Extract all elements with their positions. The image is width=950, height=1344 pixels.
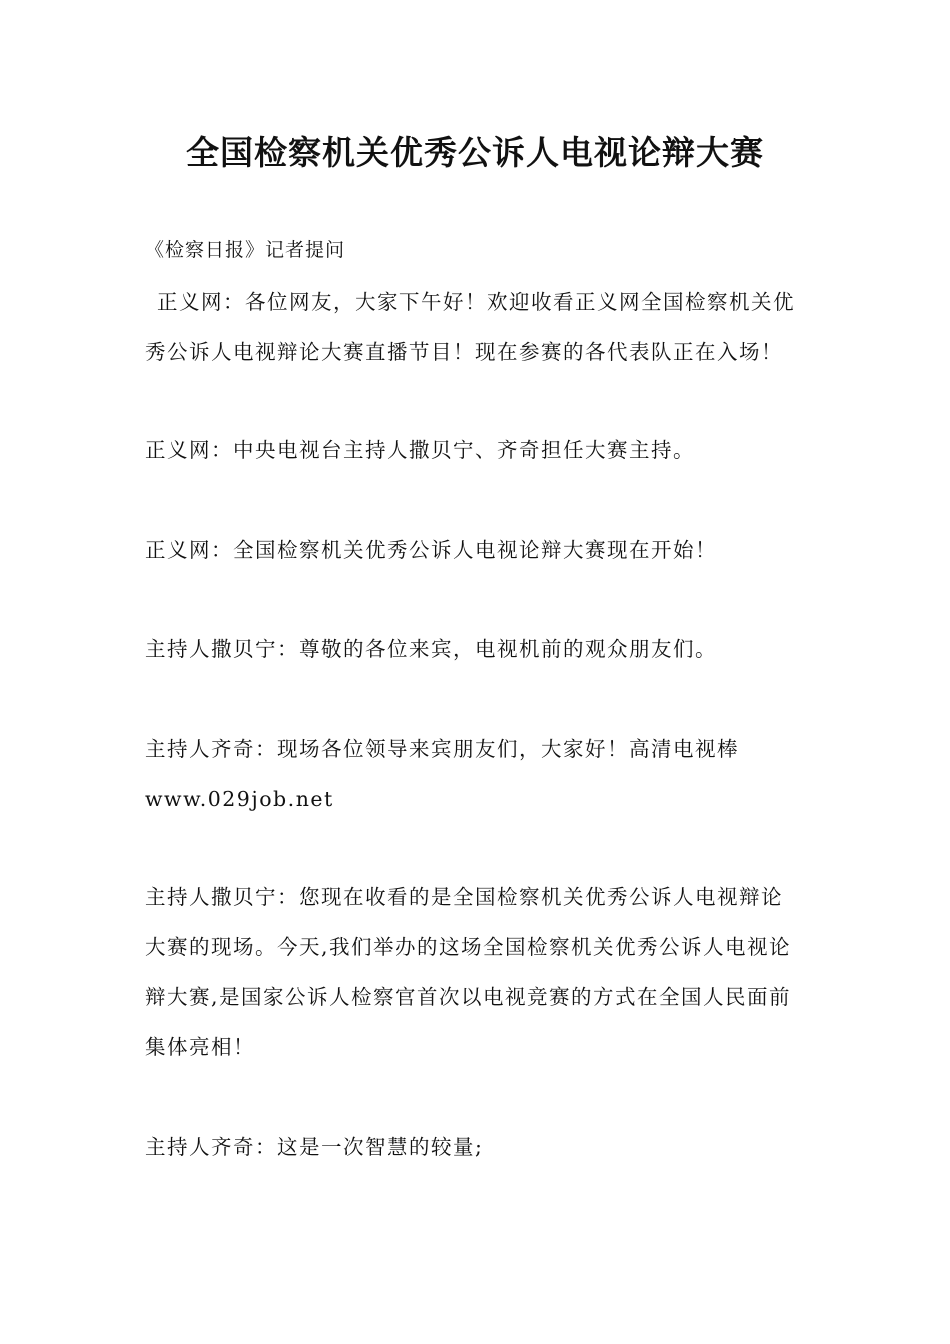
paragraph-line: 主持人齐奇：这是一次智慧的较量;: [145, 1135, 484, 1159]
paragraph: [145, 277, 807, 377]
paragraph: [145, 1122, 807, 1172]
paragraph-line: 正义网：各位网友，大家下午好！欢迎收看正义网全国检察机关优: [157, 290, 795, 314]
paragraph-line: 大赛的现场。今天,我们举办的这场全国检察机关优秀公诉人电视论: [145, 935, 792, 959]
paragraph-line: 秀公诉人电视辩论大赛直播节目！现在参赛的各代表队正在入场！: [145, 340, 783, 364]
paragraph-line: 主持人齐奇：现场各位领导来宾朋友们，大家好！高清电视棒: [145, 737, 739, 761]
paragraph-line: 主持人撒贝宁：尊敬的各位来宾，电视机前的观众朋友们。: [145, 637, 717, 661]
paragraph-line: 集体亮相！: [145, 1035, 255, 1059]
paragraph-line: 主持人撒贝宁：您现在收看的是全国检察机关优秀公诉人电视辩论: [145, 885, 783, 909]
paragraph: [145, 724, 807, 824]
paragraph: [145, 425, 807, 475]
document-subtitle: 《检察日报》记者提问: [145, 239, 346, 261]
paragraph-line: 辩大赛,是国家公诉人检察官首次以电视竞赛的方式在全国人民面前: [145, 985, 792, 1009]
paragraph: [145, 525, 807, 575]
paragraph-line-url: www.029job.net: [145, 787, 334, 811]
paragraph-line: 正义网：中央电视台主持人撒贝宁、齐奇担任大赛主持。: [145, 438, 695, 462]
document-title: 全国检察机关优秀公诉人电视论辩大赛: [186, 133, 764, 172]
paragraph: [145, 872, 807, 1072]
paragraph-line: 正义网：全国检察机关优秀公诉人电视论辩大赛现在开始！: [145, 538, 717, 562]
paragraph: [145, 624, 807, 674]
